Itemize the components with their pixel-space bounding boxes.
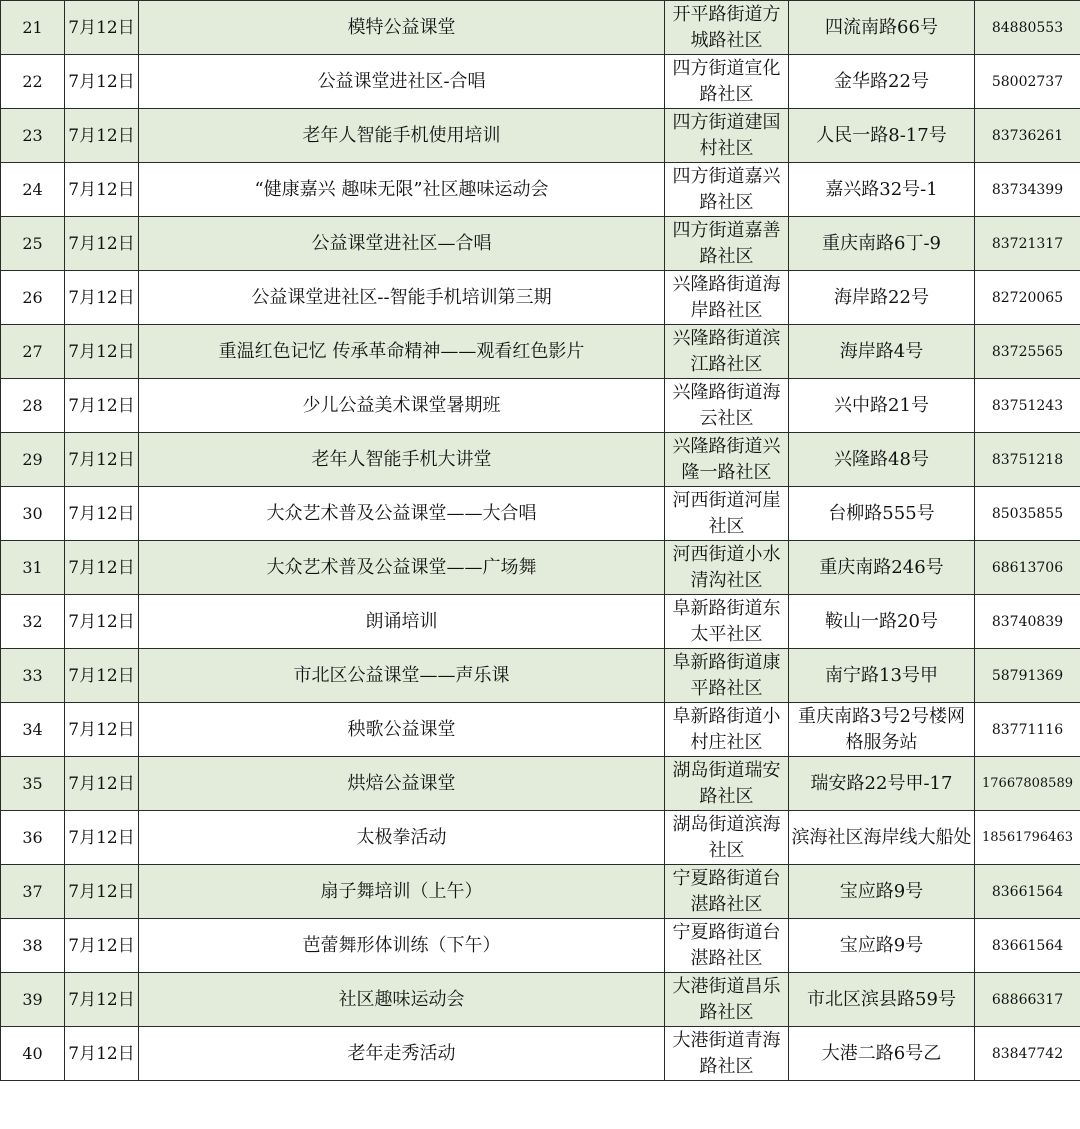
activity-title: “健康嘉兴 趣味无限”社区趣味运动会 [139, 163, 665, 217]
street-community: 阜新路街道东太平社区 [665, 595, 789, 649]
table-row [1, 703, 1080, 757]
contact-phone: 18561796463 [975, 811, 1080, 865]
row-number: 36 [1, 811, 65, 865]
activity-date: 7月12日 [65, 649, 139, 703]
contact-phone: 68613706 [975, 541, 1080, 595]
activity-address: 重庆南路6丁-9 [789, 217, 975, 271]
table-row [1, 109, 1080, 163]
table-row [1, 1027, 1080, 1081]
activity-address: 兴中路21号 [789, 379, 975, 433]
activity-address: 滨海社区海岸线大船处 [789, 811, 975, 865]
street-community: 湖岛街道滨海社区 [665, 811, 789, 865]
row-number: 32 [1, 595, 65, 649]
activity-date: 7月12日 [65, 163, 139, 217]
activity-address: 四流南路66号 [789, 1, 975, 55]
street-community: 四方街道嘉善路社区 [665, 217, 789, 271]
activity-date: 7月12日 [65, 433, 139, 487]
row-number: 34 [1, 703, 65, 757]
table-row [1, 55, 1080, 109]
table-row [1, 217, 1080, 271]
contact-phone: 68866317 [975, 973, 1080, 1027]
row-number: 21 [1, 1, 65, 55]
table-row [1, 487, 1080, 541]
activity-title: 市北区公益课堂——声乐课 [139, 649, 665, 703]
table-row [1, 379, 1080, 433]
street-community: 四方街道嘉兴路社区 [665, 163, 789, 217]
table-row [1, 595, 1080, 649]
street-community: 湖岛街道瑞安路社区 [665, 757, 789, 811]
row-number: 37 [1, 865, 65, 919]
row-number: 24 [1, 163, 65, 217]
activity-address: 重庆南路246号 [789, 541, 975, 595]
activity-date: 7月12日 [65, 55, 139, 109]
street-community: 兴隆路街道海云社区 [665, 379, 789, 433]
activity-date: 7月12日 [65, 487, 139, 541]
table-row [1, 919, 1080, 973]
activity-title: 大众艺术普及公益课堂——大合唱 [139, 487, 665, 541]
activity-address: 大港二路6号乙 [789, 1027, 975, 1081]
contact-phone: 83661564 [975, 919, 1080, 973]
contact-phone: 83734399 [975, 163, 1080, 217]
contact-phone: 85035855 [975, 487, 1080, 541]
activity-title: 重温红色记忆 传承革命精神——观看红色影片 [139, 325, 665, 379]
table-row [1, 325, 1080, 379]
activity-date: 7月12日 [65, 703, 139, 757]
row-number: 23 [1, 109, 65, 163]
street-community: 四方街道建国村社区 [665, 109, 789, 163]
contact-phone: 83740839 [975, 595, 1080, 649]
row-number: 31 [1, 541, 65, 595]
contact-phone: 83771116 [975, 703, 1080, 757]
row-number: 28 [1, 379, 65, 433]
row-number: 30 [1, 487, 65, 541]
street-community: 宁夏路街道台湛路社区 [665, 919, 789, 973]
contact-phone: 83847742 [975, 1027, 1080, 1081]
activity-date: 7月12日 [65, 973, 139, 1027]
activity-address: 金华路22号 [789, 55, 975, 109]
contact-phone: 58791369 [975, 649, 1080, 703]
row-number: 27 [1, 325, 65, 379]
activity-title: 太极拳活动 [139, 811, 665, 865]
activity-date: 7月12日 [65, 1, 139, 55]
activity-date: 7月12日 [65, 379, 139, 433]
activity-date: 7月12日 [65, 595, 139, 649]
contact-phone: 83661564 [975, 865, 1080, 919]
activity-title: 公益课堂进社区--智能手机培训第三期 [139, 271, 665, 325]
row-number: 25 [1, 217, 65, 271]
activity-address: 台柳路555号 [789, 487, 975, 541]
activity-date: 7月12日 [65, 811, 139, 865]
table-row [1, 271, 1080, 325]
street-community: 阜新路街道康平路社区 [665, 649, 789, 703]
contact-phone: 83751243 [975, 379, 1080, 433]
activity-address: 兴隆路48号 [789, 433, 975, 487]
activity-address: 重庆南路3号2号楼网格服务站 [789, 703, 975, 757]
table-row [1, 757, 1080, 811]
street-community: 兴隆路街道兴隆一路社区 [665, 433, 789, 487]
contact-phone: 82720065 [975, 271, 1080, 325]
activity-title: 扇子舞培训（上午） [139, 865, 665, 919]
row-number: 26 [1, 271, 65, 325]
activity-title: 芭蕾舞形体训练（下午） [139, 919, 665, 973]
contact-phone: 84880553 [975, 1, 1080, 55]
street-community: 大港街道昌乐路社区 [665, 973, 789, 1027]
activity-date: 7月12日 [65, 325, 139, 379]
activity-date: 7月12日 [65, 217, 139, 271]
activity-table-body [1, 1, 1080, 1081]
street-community: 兴隆路街道海岸路社区 [665, 271, 789, 325]
activity-title: 老年人智能手机使用培训 [139, 109, 665, 163]
row-number: 22 [1, 55, 65, 109]
table-row [1, 811, 1080, 865]
activity-address: 人民一路8-17号 [789, 109, 975, 163]
contact-phone: 83736261 [975, 109, 1080, 163]
activity-date: 7月12日 [65, 541, 139, 595]
street-community: 宁夏路街道台湛路社区 [665, 865, 789, 919]
table-row [1, 649, 1080, 703]
activity-address: 南宁路13号甲 [789, 649, 975, 703]
activity-title: 老年人智能手机大讲堂 [139, 433, 665, 487]
contact-phone: 17667808589 [975, 757, 1080, 811]
activity-title: 少儿公益美术课堂暑期班 [139, 379, 665, 433]
activity-address: 宝应路9号 [789, 919, 975, 973]
street-community: 阜新路街道小村庄社区 [665, 703, 789, 757]
contact-phone: 83725565 [975, 325, 1080, 379]
street-community: 大港街道青海路社区 [665, 1027, 789, 1081]
activity-title: 公益课堂进社区-合唱 [139, 55, 665, 109]
row-number: 33 [1, 649, 65, 703]
table-row [1, 163, 1080, 217]
activity-address: 瑞安路22号甲-17 [789, 757, 975, 811]
activity-title: 公益课堂进社区—合唱 [139, 217, 665, 271]
activity-date: 7月12日 [65, 109, 139, 163]
contact-phone: 83721317 [975, 217, 1080, 271]
table-row [1, 433, 1080, 487]
row-number: 35 [1, 757, 65, 811]
activity-address: 市北区滨县路59号 [789, 973, 975, 1027]
row-number: 39 [1, 973, 65, 1027]
activity-title: 老年走秀活动 [139, 1027, 665, 1081]
activity-title: 烘焙公益课堂 [139, 757, 665, 811]
activity-address: 宝应路9号 [789, 865, 975, 919]
street-community: 四方街道宣化路社区 [665, 55, 789, 109]
contact-phone: 58002737 [975, 55, 1080, 109]
row-number: 38 [1, 919, 65, 973]
street-community: 河西街道小水清沟社区 [665, 541, 789, 595]
activity-date: 7月12日 [65, 1027, 139, 1081]
activity-date: 7月12日 [65, 271, 139, 325]
activity-date: 7月12日 [65, 919, 139, 973]
table-row [1, 865, 1080, 919]
street-community: 河西街道河崖社区 [665, 487, 789, 541]
street-community: 兴隆路街道滨江路社区 [665, 325, 789, 379]
activity-title: 模特公益课堂 [139, 1, 665, 55]
activity-title: 秧歌公益课堂 [139, 703, 665, 757]
table-row [1, 1, 1080, 55]
activity-date: 7月12日 [65, 865, 139, 919]
table-row [1, 973, 1080, 1027]
row-number: 29 [1, 433, 65, 487]
table-row [1, 541, 1080, 595]
row-number: 40 [1, 1027, 65, 1081]
activity-address: 嘉兴路32号-1 [789, 163, 975, 217]
activity-title: 朗诵培训 [139, 595, 665, 649]
activity-address: 海岸路22号 [789, 271, 975, 325]
activity-title: 大众艺术普及公益课堂——广场舞 [139, 541, 665, 595]
contact-phone: 83751218 [975, 433, 1080, 487]
activity-address: 鞍山一路20号 [789, 595, 975, 649]
activity-date: 7月12日 [65, 757, 139, 811]
street-community: 开平路街道方城路社区 [665, 1, 789, 55]
activity-title: 社区趣味运动会 [139, 973, 665, 1027]
activity-address: 海岸路4号 [789, 325, 975, 379]
